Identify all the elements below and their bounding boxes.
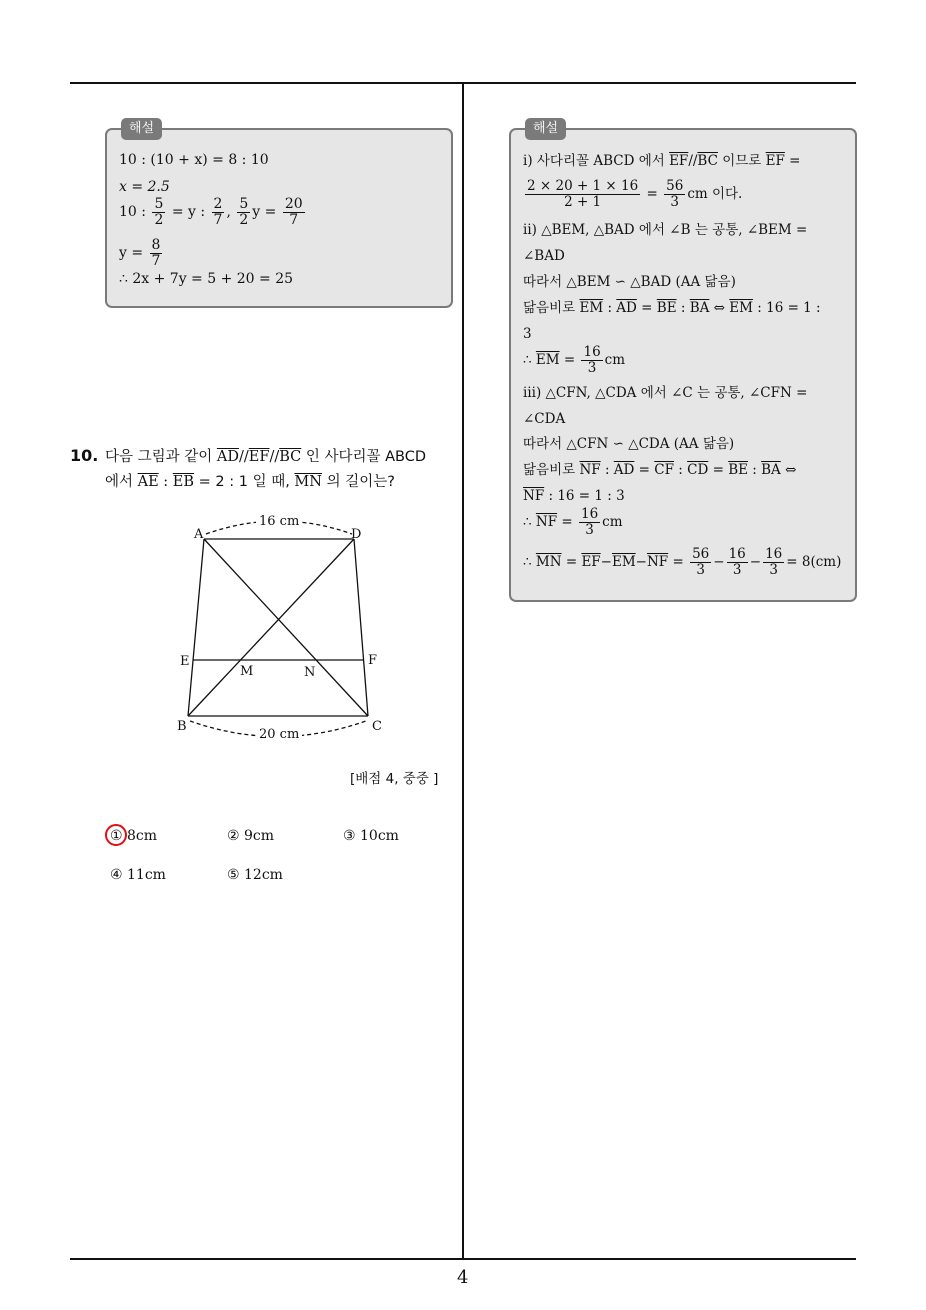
solution-text: ∴ [523,554,536,570]
question-text: 다음 그림과 같이 [105,449,217,465]
equation-text: ∴ 2x + 7y = 5 + 20 = 25 [119,271,294,287]
denominator: 3 [769,562,778,578]
fraction [581,345,602,376]
segment-label: $\overline{BC}$ [279,449,302,465]
equals: = [708,462,729,478]
choice-number-icon: ① [110,828,123,844]
solution-line [523,221,807,239]
equation-text: = y : [171,204,206,220]
label-a: A [194,527,204,542]
denominator: 7 [213,211,223,228]
solution-text: ∴ [523,352,536,368]
question-text: = 2 : 1 일 때, [194,474,295,490]
label-m: M [240,664,254,679]
segment-label: $\overline{AE}$ [137,474,159,490]
label-c: C [372,719,382,734]
solution-line [523,544,841,580]
denominator: 2 [239,211,249,228]
segment-label: $\overline{NF}$ [535,514,558,530]
numerator: 56 [666,178,684,194]
solution-text: : 16 = 1 : 3 [544,488,625,504]
segment-label: $\overline{BE}$ [728,462,748,478]
column-divider [462,83,464,1259]
solution-text: 이므로 [717,153,766,169]
solution-text: : 16 = 1 : [752,300,821,316]
colon: : [158,474,173,490]
solution-line [523,247,565,265]
equation-text: y = [252,204,277,220]
numerator: 56 [692,546,710,562]
choice-text: 9cm [244,828,275,844]
numerator: 8 [151,236,161,253]
denominator: 2 [154,211,164,228]
solution-line [523,176,742,212]
fraction [150,238,163,269]
choice-text: 12cm [244,867,283,883]
trapezoid-figure [170,508,400,748]
minus: − [749,554,762,570]
segment-label: $\overline{EF}$ [669,153,689,169]
parallel-symbol: // [239,449,249,465]
left-solution-box [105,121,453,308]
choice-number-icon: ⑤ [227,867,240,883]
equation-text: 10 : [119,204,146,220]
solution-line [119,194,307,230]
numerator: 20 [284,195,303,212]
solution-line [523,152,845,170]
question-number: 10. [70,446,99,465]
iff-symbol: ⇔ [709,300,730,316]
solution-text: cm [604,352,626,368]
solution-line [119,235,164,271]
numerator: 16 [765,546,783,562]
colon: : [747,462,762,478]
segment-label: $\overline{MN}$ [535,554,562,570]
bottom-length-label: 20 cm [259,727,300,742]
fraction [283,197,305,228]
minus: − [713,554,725,570]
parallel-symbol: // [688,153,698,169]
equation-text: y = [119,245,144,261]
solution-line [119,270,293,288]
denominator: 2 + 1 [564,194,602,210]
question-text-line-1 [105,448,426,466]
choice-text: 8cm [127,828,158,844]
solution-line [523,299,821,317]
denominator: 7 [289,211,299,228]
solution-text: 닮음비로 [523,300,580,316]
solution-line [523,410,565,428]
denominator: 3 [696,562,705,578]
label-e: E [180,654,190,669]
segment-label: $\overline{NF}$ [523,488,545,504]
choice-number-icon: ④ [110,867,123,883]
segment-label: $\overline{EB}$ [172,474,195,490]
colon: : [676,300,690,316]
numerator: 5 [239,195,249,212]
equation-text: 10 : (10 + x) = 8 : 10 [119,152,269,168]
diagonal-db [188,539,354,716]
segment-label: $\overline{NF}$ [646,554,669,570]
segment-label: $\overline{CF}$ [654,462,674,478]
solution-text: ∠BAD [523,248,565,264]
numerator: 2 [213,195,223,212]
right-solution-box [509,121,857,602]
numerator: 5 [154,195,164,212]
solution-text: ∴ [523,514,536,530]
solution-text: 닮음비로 [523,462,580,478]
segment-label: $\overline{EM}$ [579,300,604,316]
denominator: 3 [732,562,742,578]
equals: = [561,554,582,570]
solution-text: 따라서 △CFN ∽ △CDA (AA 닮음) [523,436,735,452]
solution-text: cm [602,514,623,530]
segment-label: $\overline{MN}$ [294,474,322,490]
equals: = [634,462,655,478]
solution-line [523,487,625,505]
choice-number-icon: ③ [343,828,356,844]
choice-5[interactable] [227,867,283,883]
diagonal-ac [204,539,368,716]
choice-text: 10cm [360,828,399,844]
fraction [690,547,711,578]
bottom-rule [70,1258,856,1260]
denominator: 7 [151,252,161,269]
colon: : [600,462,614,478]
solution-line [523,435,734,453]
segment-label: $\overline{BA}$ [689,300,710,316]
solution-text: = [646,186,658,202]
question-text: 인 사다리꼴 ABCD [301,449,427,465]
segment-label: $\overline{AD}$ [616,300,637,316]
segment-label: $\overline{EF}$ [581,554,601,570]
question-text: 에서 [105,474,138,490]
question-text-line-2 [105,473,395,491]
solution-line [523,461,796,479]
denominator: 3 [587,360,597,376]
solution-text: = [557,514,573,530]
segment-label: $\overline{CD}$ [687,462,709,478]
segment-label: $\overline{BE}$ [656,300,677,316]
solution-text: 3 [523,326,532,342]
solution-text: cm 이다. [687,186,743,202]
choice-text: 11cm [127,867,166,883]
iff-symbol: ⇔ [780,462,797,478]
choice-3[interactable] [343,828,399,844]
segment-label: $\overline{EF}$ [248,449,270,465]
minus: − [635,554,647,570]
choice-2[interactable] [227,828,274,844]
solution-text: 따라서 △BEM ∽ △BAD (AA 닮음) [523,274,736,290]
fraction [664,179,685,210]
solution-line [523,273,736,291]
equals: = [668,554,684,570]
solution-text: = [784,153,801,169]
label-b: B [177,719,187,734]
segment-label: $\overline{BA}$ [761,462,781,478]
numerator: 2 × 20 + 1 × 16 [527,178,639,194]
parallel-symbol: // [269,449,280,465]
solution-text: ⅱ) △BEM, △BAD 에서 ∠B 는 공통, ∠BEM = [523,222,808,238]
segment-label: $\overline{NF}$ [579,462,601,478]
colon: : [603,300,617,316]
solution-line [119,151,269,169]
page-number: 4 [457,1267,469,1288]
top-length-label: 16 cm [259,514,300,529]
score-label: [배점 4, 중중 ] [350,771,439,787]
question-text: 의 길이는? [321,474,395,490]
minus: − [600,554,612,570]
segment-label: $\overline{EF}$ [765,153,785,169]
numerator: 16 [580,506,599,522]
equation-text: , [226,204,231,220]
denominator: 3 [585,522,594,538]
solution-text: ⅲ) △CFN, △CDA 에서 ∠C 는 공통, ∠CFN = [523,385,808,401]
choice-1[interactable] [110,828,157,844]
choice-number-icon: ② [227,828,240,844]
solution-line [523,342,625,378]
side-ab [188,539,204,716]
fraction [212,197,225,228]
segment-label: $\overline{EM}$ [729,300,753,316]
solution-text: = 8(cm) [786,554,842,570]
solution-text: ∠CDA [523,411,566,427]
colon: : [673,462,688,478]
side-dc [354,539,368,716]
segment-label: $\overline{EM}$ [535,352,560,368]
equation-text: x = 2.5 [119,179,170,195]
label-n: N [304,665,316,680]
solution-text: = [559,352,576,368]
fraction [727,547,748,578]
fraction [152,197,165,228]
segment-label: $\overline{BC}$ [697,153,718,169]
numerator: 16 [583,344,601,360]
label-d: D [351,527,362,542]
segment-label: $\overline{AD}$ [613,462,635,478]
solution-tag: 해설 [121,118,162,140]
label-f: F [368,653,378,668]
segment-label: $\overline{AD}$ [216,449,239,465]
solution-text: ⅰ) 사다리꼴 ABCD 에서 [523,153,670,169]
choice-4[interactable] [110,867,166,883]
solution-line [523,384,807,402]
fraction [579,507,600,538]
segment-label: $\overline{EM}$ [611,554,636,570]
solution-tag: 해설 [525,118,566,140]
fraction [525,179,640,210]
numerator: 16 [728,546,746,562]
solution-line [523,325,532,343]
solution-line [523,504,623,540]
equals: = [636,300,657,316]
denominator: 3 [670,194,680,210]
fraction [763,547,784,578]
fraction [237,197,250,228]
